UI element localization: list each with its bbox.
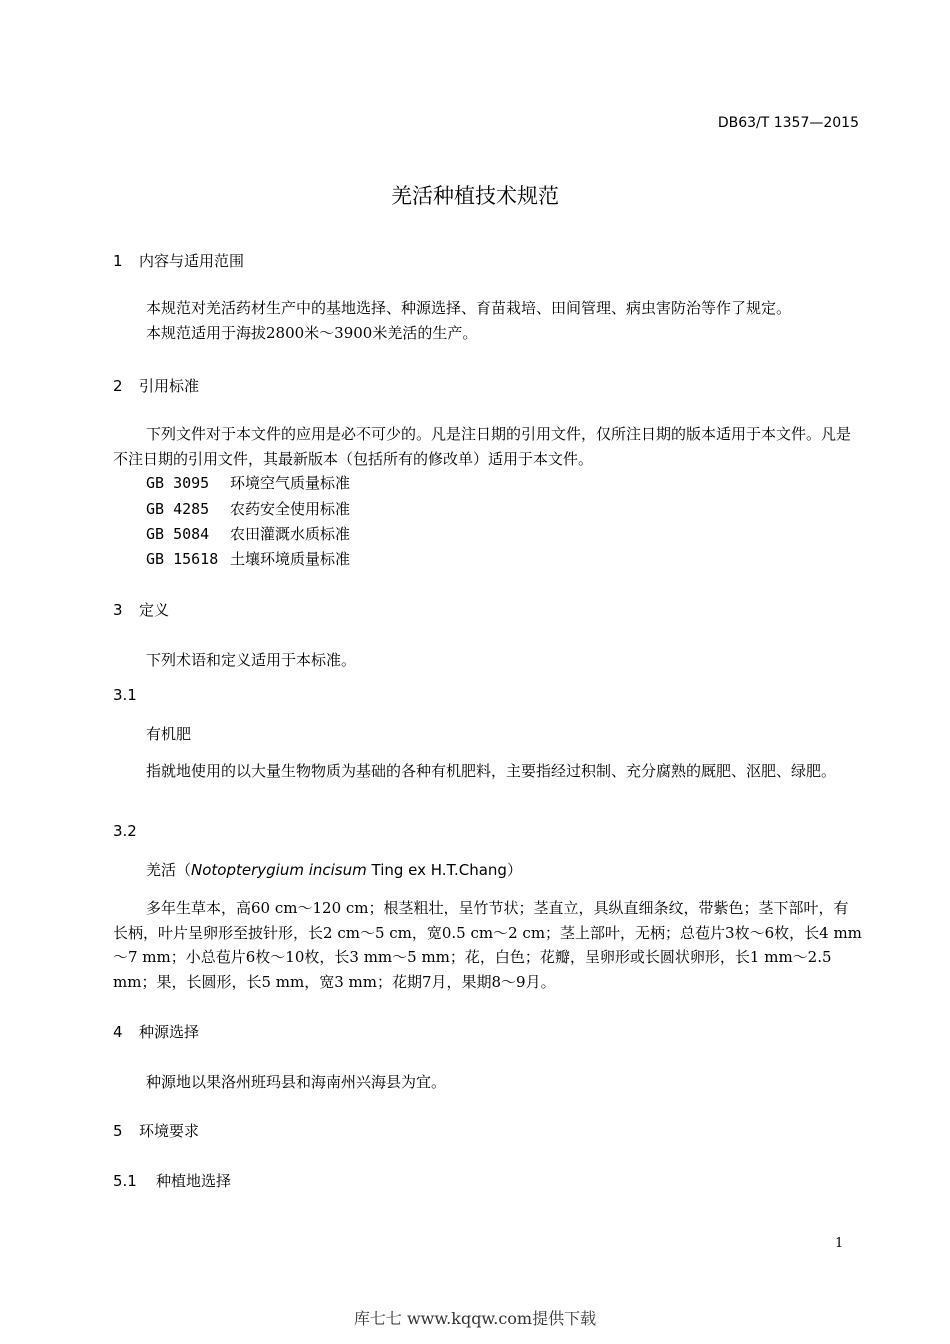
section-number: 5 <box>113 1122 123 1140</box>
section-2-intro <box>113 422 863 471</box>
reference-item <box>146 472 350 493</box>
term-chinese: 羌活（ <box>146 861 192 879</box>
section-1-body <box>113 296 863 345</box>
paragraph: 本规范对羌活药材生产中的基地选择、种源选择、育苗栽培、田间管理、病虫害防治等作了规定。 <box>146 299 792 317</box>
term-author: Ting ex H.T.Chang <box>366 861 507 879</box>
definition-3-2-number: 3.2 <box>113 822 137 840</box>
section-title: 种源选择 <box>139 1023 200 1041</box>
reference-name: 农田灌溉水质标准 <box>230 525 351 543</box>
reference-item <box>146 523 350 544</box>
term-bracket: ） <box>506 861 522 879</box>
reference-code: GB 3095 <box>146 474 210 492</box>
reference-code: GB 15618 <box>146 550 219 568</box>
section-title: 环境要求 <box>139 1122 200 1140</box>
section-number: 4 <box>113 1023 123 1041</box>
section-4-text: 种源地以果洛州班玛县和海南州兴海县为宜。 <box>146 1073 447 1091</box>
reference-code: GB 5084 <box>146 525 210 543</box>
document-title: 羌活种植技术规范 <box>391 184 559 208</box>
footer-watermark: 库七七 www.kqqw.com提供下载 <box>353 1309 597 1328</box>
section-number: 3 <box>113 601 123 619</box>
page-number: 1 <box>835 1236 844 1251</box>
reference-item <box>146 498 350 519</box>
section-title: 定义 <box>139 601 170 619</box>
term-latin-name: Notopterygium incisum <box>191 861 367 879</box>
section-3-heading <box>113 599 169 620</box>
standard-number: DB63/T 1357—2015 <box>717 115 859 131</box>
definition-3-2-term <box>146 859 522 880</box>
reference-code: GB 4285 <box>146 500 210 518</box>
definition-3-1-term: 有机肥 <box>146 725 192 743</box>
subsection-5-1-heading <box>113 1170 231 1191</box>
subsection-title: 种植地选择 <box>156 1172 232 1190</box>
reference-name: 土壤环境质量标准 <box>230 550 351 568</box>
section-number: 1 <box>113 252 123 270</box>
section-1-heading <box>113 250 244 271</box>
section-number: 2 <box>113 377 123 395</box>
paragraph: 下列文件对于本文件的应用是必不可少的。凡是注日期的引用文件，仅所注日期的版本适用于本文件。凡是不注日期的引用文件，其最新版本（包括所有的修改单）适用于本文件。 <box>113 425 852 468</box>
section-5-heading <box>113 1120 199 1141</box>
subsection-number: 5.1 <box>113 1172 137 1190</box>
definition-3-1-text <box>113 759 863 784</box>
section-3-intro: 下列术语和定义适用于本标准。 <box>146 651 357 669</box>
paragraph: 多年生草本，高60 cm～120 cm；根茎粗壮，呈竹节状；茎直立，具纵直细条纹，带紫色；茎下部叶，有长柄，叶片呈卵形至披针形，长2 cm～5 cm，宽0.5 cm～2 cm；茎上部叶，无柄；总苞片3枚～6枚，长4 mm～7 mm；小总苞片6枚～10枚，长3 mm～5 mm；花，白色；花瓣，呈卵形或长圆状卵形，长1 mm～2.5 mm；果，长圆形，长5 mm，宽3 mm；花期7月，果期8～9月。 <box>113 899 862 991</box>
paragraph: 指就地使用的以大量生物物质为基础的各种有机肥料，主要指经过积制、充分腐熟的厩肥、沤肥、绿肥。 <box>146 762 837 780</box>
definition-3-1-number: 3.1 <box>113 686 137 704</box>
paragraph: 本规范适用于海拔2800米～3900米羌活的生产。 <box>146 323 478 342</box>
reference-name: 环境空气质量标准 <box>230 474 351 492</box>
section-2-heading <box>113 375 199 396</box>
section-4-heading <box>113 1021 199 1042</box>
reference-item <box>146 548 350 569</box>
reference-name: 农药安全使用标准 <box>230 500 351 518</box>
section-title: 引用标准 <box>139 377 200 395</box>
section-title: 内容与适用范围 <box>139 252 245 270</box>
definition-3-2-text <box>113 896 863 994</box>
